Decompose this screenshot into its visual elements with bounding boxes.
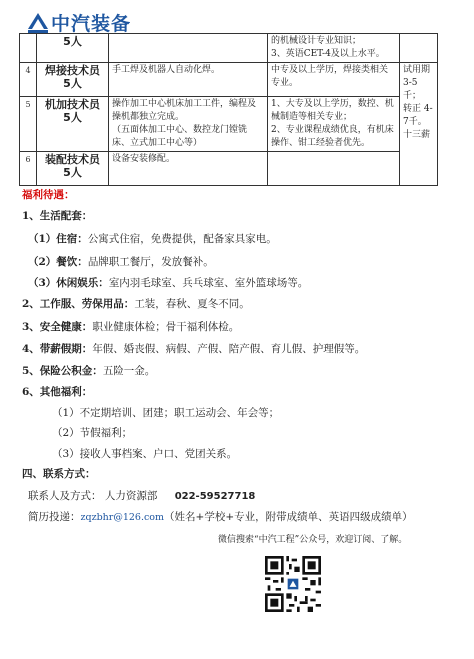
wage-line: 试用期 3-5千；: [403, 65, 431, 101]
job-duty-cell: 设备安装修配。: [109, 152, 268, 186]
job-duty-cell: [109, 34, 268, 63]
table-row: [20, 152, 438, 186]
benefit-text: 公寓式住宿，免费提供，配备家具家电。: [87, 233, 277, 245]
benefit-text: 品牌职工餐厅，发放餐补。: [87, 256, 214, 268]
benefit-label: （1）住宿：: [28, 233, 88, 245]
benefit-text: 五险一金。: [102, 365, 156, 377]
benefit-text: 职业健康体检；骨干福利体检。: [92, 321, 240, 333]
row-num-cell: 4: [20, 63, 37, 97]
wechat-note: 微信搜索“中汽工程”公众号，欢迎订阅、了解。: [218, 535, 408, 545]
benefit-uniform: [22, 297, 250, 311]
benefit-text: 室内羽毛球室、兵乓球室、室外篮球场等。: [108, 277, 309, 289]
req-line: 1、大专及以上学历，数控、机械制造等相关专业；: [271, 99, 394, 122]
benefit-housing: [28, 232, 277, 246]
benefit-label: （2）餐饮：: [28, 256, 88, 268]
benefit-text: 工装，春秋、夏冬不同。: [134, 298, 250, 310]
req-line: 3、英语CET-4及以上水平。: [271, 49, 385, 59]
req-line: 2、专业课程成绩优良，有机床操作、钳工经验者优先。: [271, 125, 394, 148]
table-row: [20, 63, 438, 97]
job-duty-cell: 手工焊及机器人自动化焊。: [109, 63, 268, 97]
job-req-cell: [268, 152, 400, 186]
job-title: 机加技术员: [45, 98, 100, 111]
job-title-cell: [37, 97, 109, 152]
job-title: 焊接技术员: [45, 64, 100, 77]
benefits-title: 福利待遇：: [22, 189, 75, 201]
contact-person: [28, 489, 255, 504]
job-title: 装配技术员: [45, 153, 100, 166]
job-title-cell: [37, 34, 109, 63]
other-benefit-item: （2）节假福利；: [52, 427, 133, 439]
benefit-label: 3、安全健康：: [22, 321, 93, 333]
jobs-table: [19, 33, 438, 186]
row-num-cell: 6: [20, 152, 37, 186]
wage-line: 十三薪: [403, 130, 431, 140]
resume-line: [28, 510, 413, 525]
contact-label: 联系人及方式：: [28, 490, 102, 502]
benefit-label: 6、其他福利：: [22, 386, 93, 398]
benefit-label: 2、工作服、劳保用品：: [22, 298, 135, 310]
job-count: 5人: [63, 35, 82, 48]
job-req-cell: [268, 97, 400, 152]
logo-mountain-icon: [28, 11, 48, 33]
job-count: 5人: [63, 77, 82, 90]
row-num-cell: 5: [20, 97, 37, 152]
benefit-label: 1、生活配套：: [22, 210, 93, 222]
duty-line: （五面体加工中心、数控龙门镗铣床、立式加工中心等）: [112, 125, 248, 148]
qr-code-icon: [265, 556, 321, 612]
job-title-cell: [37, 152, 109, 186]
job-req-cell: 中专及以上学历，焊接类相关专业。: [268, 63, 400, 97]
job-req-cell: [268, 34, 400, 63]
job-count: 5人: [63, 111, 82, 124]
job-count: 5人: [63, 166, 82, 179]
resume-email-link[interactable]: zqzbhr@126.com: [80, 512, 165, 523]
benefit-health: [22, 320, 239, 334]
benefit-label: 4、带薪假期：: [22, 343, 93, 355]
contact-department: 人力资源部: [104, 490, 158, 502]
job-wage-cell: [400, 34, 438, 63]
benefit-text: 年假、婚丧假、病假、产假、陪产假、育儿假、护理假等。: [92, 343, 366, 355]
contact-phone: 022-59527718: [174, 491, 256, 502]
benefit-other: [22, 385, 92, 399]
row-num-cell: [20, 34, 37, 63]
table-row: [20, 34, 438, 63]
benefit-leisure: [28, 276, 308, 290]
other-benefit-item: （1）不定期培训、团建；职工运动会、年会等；: [52, 407, 280, 419]
contact-title: 四、联系方式：: [22, 468, 96, 480]
other-benefit-item: （3）接收人事档案、户口、党团关系。: [52, 448, 238, 460]
job-duty-cell: [109, 97, 268, 152]
table-row: [20, 97, 438, 152]
req-line: 的机械设计专业知识；: [271, 36, 362, 46]
benefit-insurance: [22, 364, 155, 378]
job-wage-cell: [400, 63, 438, 186]
benefit-leave: [22, 342, 365, 356]
resume-label: 简历投递：: [28, 511, 81, 523]
duty-line: 操作加工中心机床加工工件，编程及操机都独立完成。: [112, 99, 257, 122]
logo-text: 中汽装备: [51, 12, 132, 35]
benefit-label: （3）休闲娱乐：: [28, 277, 109, 289]
company-logo: [28, 8, 131, 36]
benefit-meal: [28, 255, 214, 269]
benefit-label: 5、保险公积金：: [22, 365, 103, 377]
job-title-cell: [37, 63, 109, 97]
resume-note: （姓名+学校+专业，附带成绩单、英语四级成绩单）: [164, 511, 413, 523]
wage-line: 转正 4-7千。: [403, 104, 433, 127]
benefit-life: [22, 209, 92, 223]
